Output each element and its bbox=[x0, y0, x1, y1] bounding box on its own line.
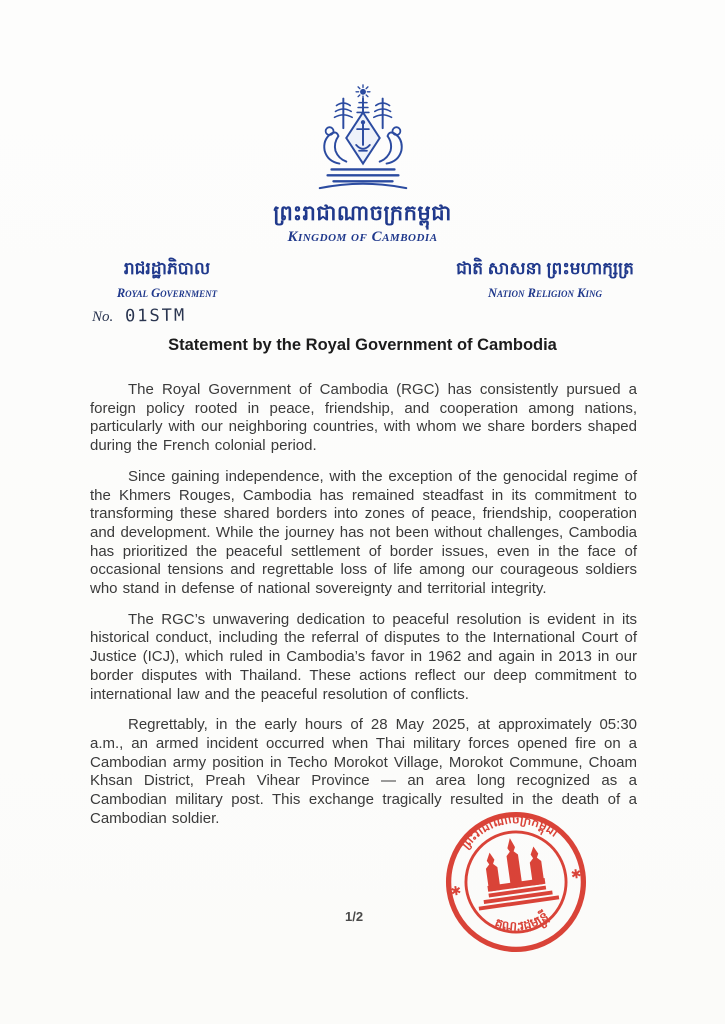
council-of-ministers-seal-icon bbox=[429, 795, 603, 969]
paragraph-4: Regrettably, in the early hours of 28 May 2025, at approximately 05:30 a.m., an armed incident occurred when Thai military forces opened fire on a Cambodian army position in Techo Morokot Village, Morokot Commune, Choam Khsan District, Preah Vihear Province — an area long recognized as a Cambodian military post. This exchange tragically resulted in the death of a Cambodian soldier. bbox=[90, 716, 637, 827]
svg-text:គណៈរដ្ឋមន្ត្រី bbox=[491, 906, 553, 937]
header-right-block bbox=[445, 256, 645, 301]
official-seal-stamp bbox=[429, 795, 603, 969]
header-left-block bbox=[92, 256, 242, 326]
statement-title: Statement by the Royal Government of Cambodia bbox=[168, 336, 557, 354]
royal-government-english: Royal Government bbox=[116, 286, 218, 300]
royal-arms-emblem bbox=[0, 82, 725, 194]
paragraph-1: The Royal Government of Cambodia (RGC) has consistently pursued a foreign policy rooted in peace, friendship, and cooperation among nations, particularly with our neighboring countries, with whom we share borders shaped during the French colonial period. bbox=[90, 381, 637, 455]
kingdom-title-khmer: ព្រះរាជាណាចក្រកម្ពុជា bbox=[273, 202, 452, 225]
kingdom-title-english: Kingdom of Cambodia bbox=[287, 229, 438, 245]
statement-body bbox=[90, 381, 637, 840]
royal-government-khmer: រាជរដ្ឋាភិបាល bbox=[123, 259, 211, 278]
paragraph-3: The RGC’s unwavering dedication to peaceful resolution is evident in its historical conduct, including the referral of disputes to the International Court of Justice (ICJ), which ruled in Cambodia’s favor in 1962 and again in 2013 in our border disputes with Thailand. These actions reflect our deep commitment to international law and the peaceful resolution of conflicts. bbox=[90, 610, 637, 703]
seal-right-star-icon: ✱ bbox=[569, 866, 583, 883]
nation-religion-king-english: Nation Religion King bbox=[488, 286, 602, 300]
seal-bottom-text: គណៈរដ្ឋមន្ត្រី bbox=[493, 909, 552, 934]
document-number-value: 01STM bbox=[125, 305, 187, 327]
document-number bbox=[92, 306, 242, 326]
seal-top-text: ព្រះរាជាណាចក្រកម្ពុជា bbox=[458, 811, 561, 852]
paragraph-2: Since gaining independence, with the exception of the genocidal regime of the Khmers Rouges, Cambodia has remained steadfast in its commitment to transforming these shared borders into zones of peace, friendship, cooperation and development. While the journey has not been without challenges, Cambodia has prioritized the peaceful settlement of border issues, even in the face of occasional tensions and regrettable loss of life among our courageous soldiers who stand in defense of national sovereignty and territorial integrity. bbox=[90, 467, 637, 598]
seal-left-star-icon: ✱ bbox=[449, 883, 463, 899]
royal-arms-of-cambodia-icon bbox=[304, 82, 422, 194]
document-number-label: No. bbox=[92, 309, 114, 325]
page-number: 1/2 bbox=[345, 909, 364, 924]
nation-religion-king-khmer: ជាតិ សាសនា ព្រះមហាក្សត្រ bbox=[456, 259, 634, 278]
